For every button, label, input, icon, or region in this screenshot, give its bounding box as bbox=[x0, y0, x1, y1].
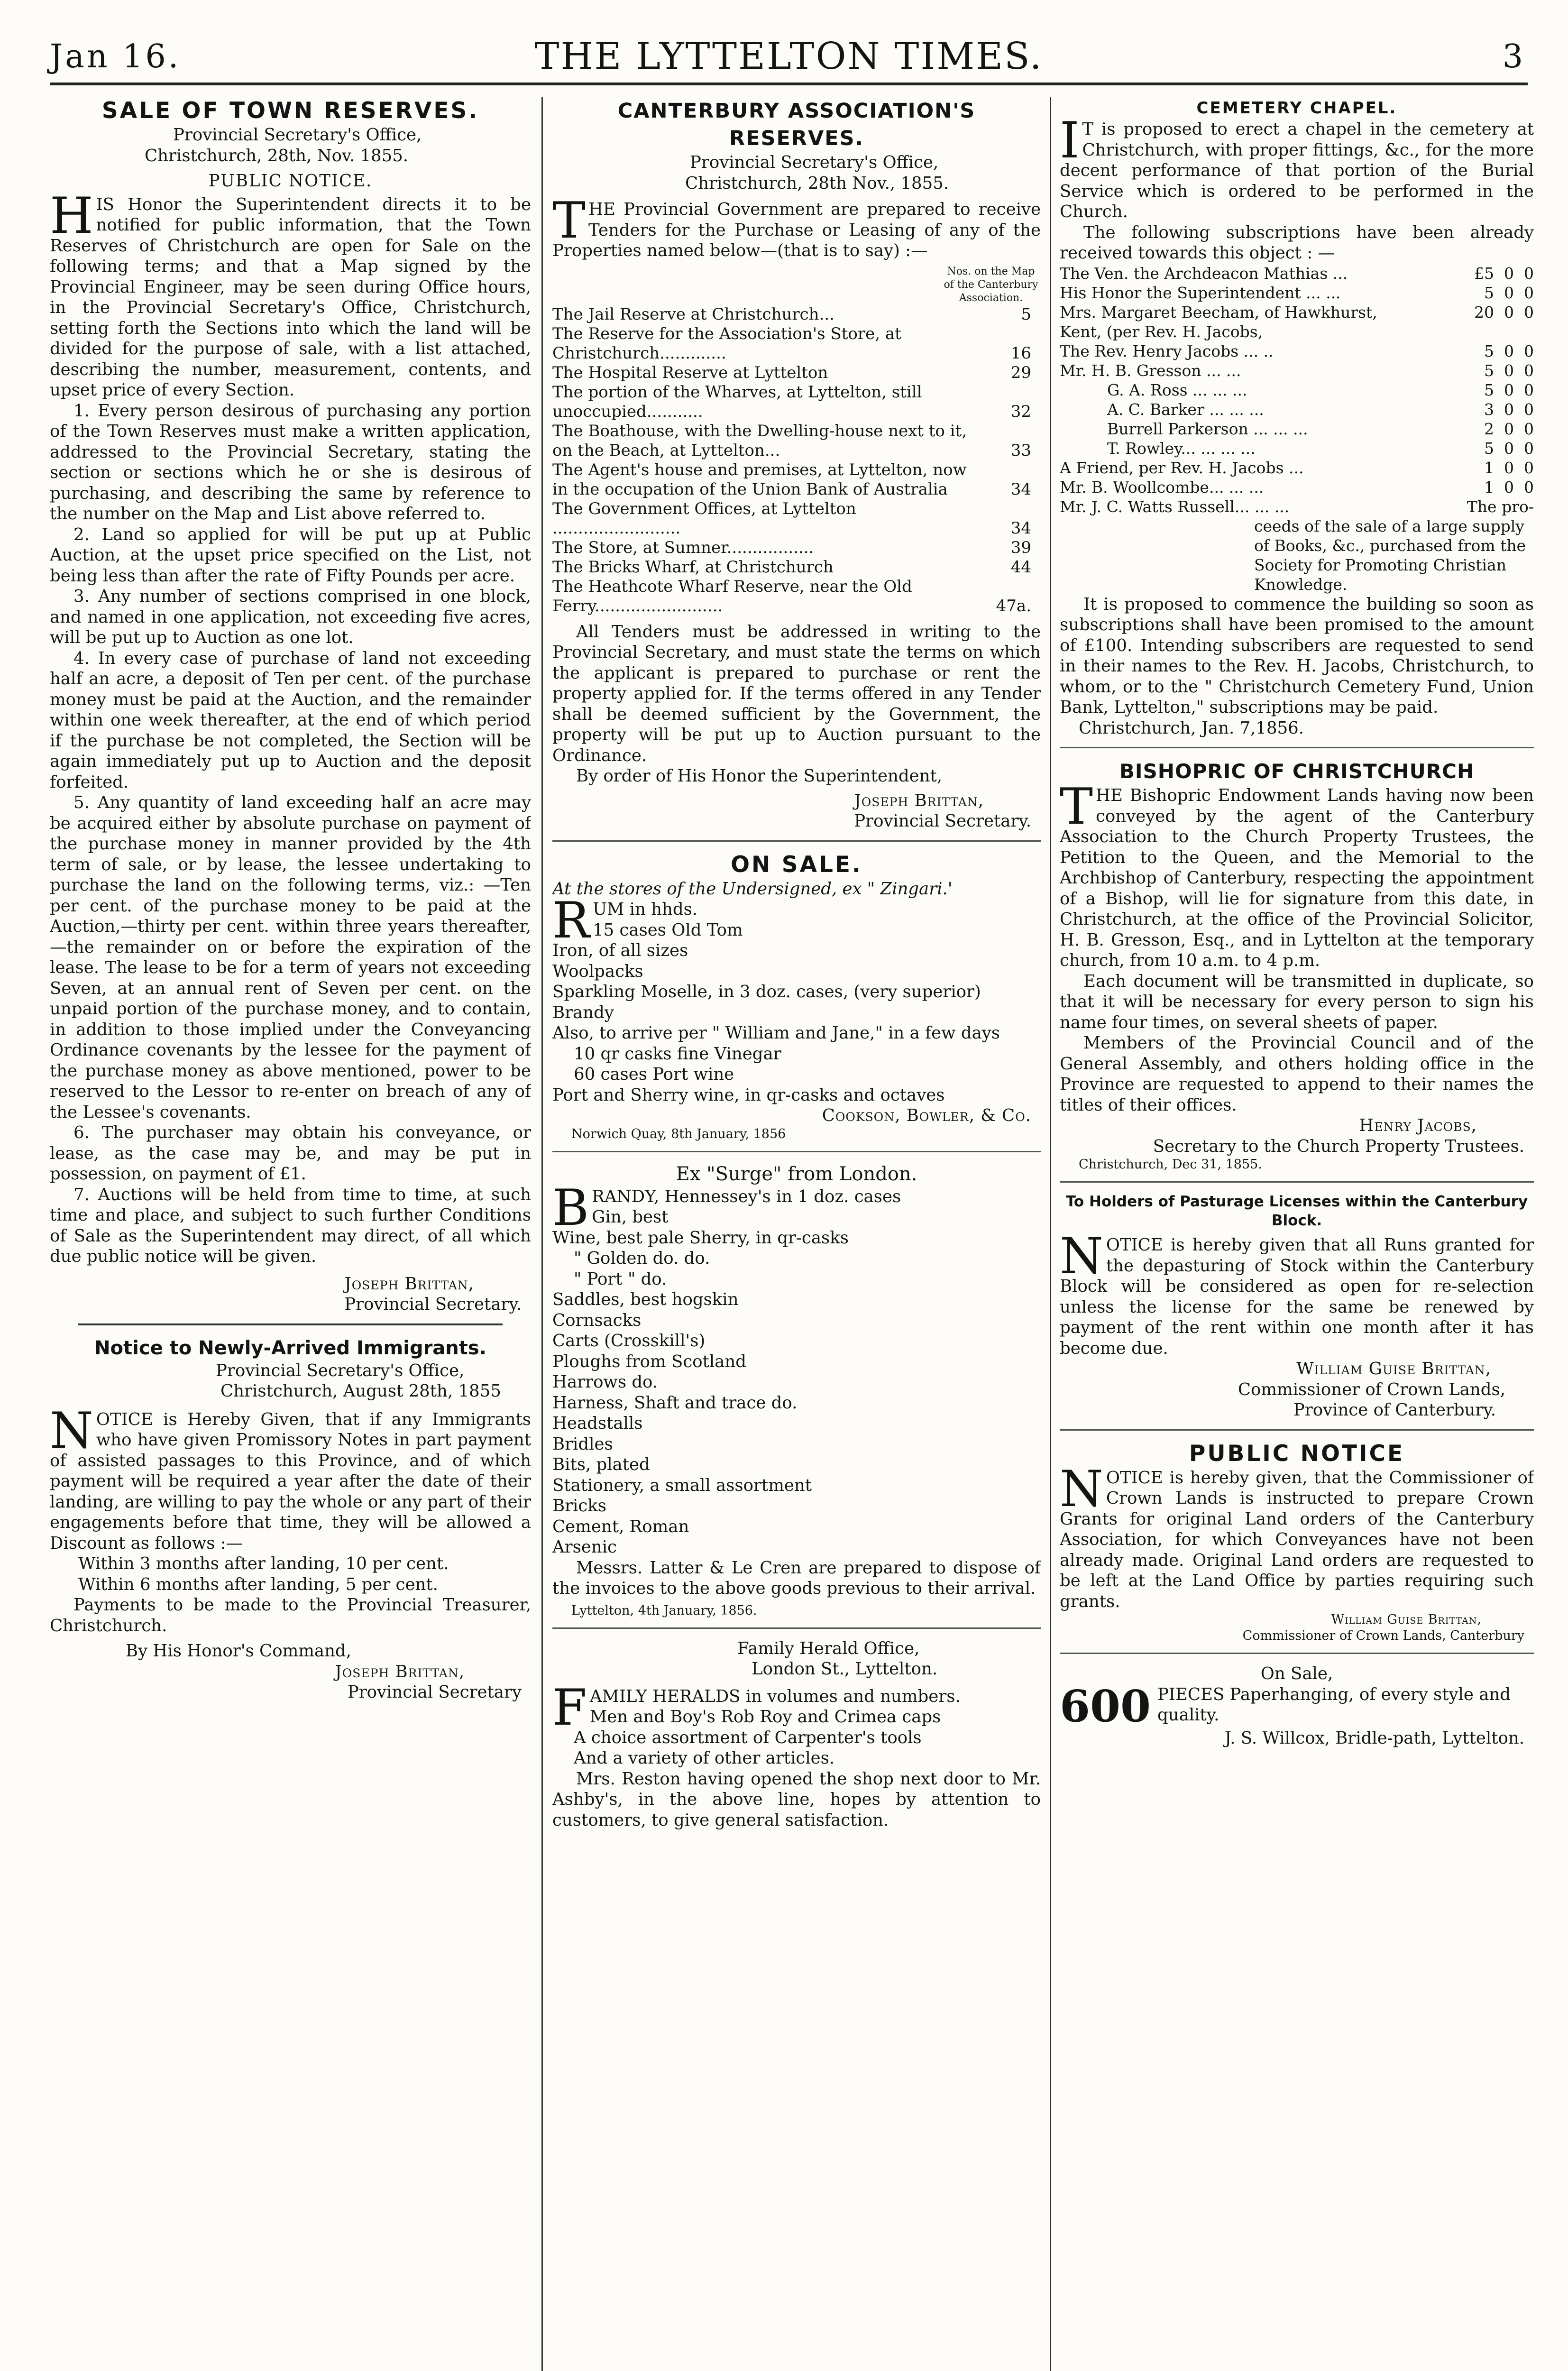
column-3 bbox=[1060, 97, 1534, 2371]
family-body-1: FAMILY HERALDS in volumes and numbers. bbox=[552, 1678, 961, 1737]
amount: 2 0 0 bbox=[1484, 419, 1534, 438]
bishopric-signature-name: Henry Jacobs, bbox=[1359, 1116, 1477, 1135]
chapel-body: It is proposed to commence the building so soon as subscriptions shall have been promised to the amount of £100. Intending subscribers are requested to send in their names to the Rev. H. Jacobs, Christchurch, to whom, or to the " Christchurch Cemetery Fund, Union Bank, Lyttelton," subscriptions may be paid. bbox=[1060, 594, 1534, 717]
property-number: 32 bbox=[1010, 402, 1031, 421]
amount: 5 0 0 bbox=[1484, 361, 1534, 380]
canterbury-order: By order of His Honor the Superintendent, bbox=[576, 766, 943, 786]
property-number: 5 bbox=[1021, 304, 1031, 324]
on-sale-zingari bbox=[552, 851, 1041, 1142]
on-sale-subtitle: At the stores of the Undersigned, ex " Zingari.' bbox=[552, 879, 953, 899]
immigrants-notice bbox=[50, 1336, 531, 1703]
town-item: 4. In every case of purchase of land not exceeding half an acre, a deposit of Ten per cent. of the purchase money must be paid at the Auction, and the remainder within one week thereafter, at the end of which period if the purchase be not completed, the Section will be again immediately put up to Auction and the deposit forfeited. bbox=[50, 648, 531, 792]
list-item: Harness, Shaft and trace do. bbox=[552, 1393, 798, 1413]
table-row bbox=[552, 422, 1041, 460]
list-item: Carts (Crosskill's) bbox=[552, 1331, 706, 1351]
table-row bbox=[552, 305, 1041, 324]
list-item: Gin, best bbox=[592, 1207, 669, 1227]
on-sale-date: Norwich Quay, 8th January, 1856 bbox=[571, 1126, 786, 1141]
subscriber: His Honor the Superintendent ... ... bbox=[1060, 283, 1341, 302]
paperhanging-quantity: 600 bbox=[1060, 1684, 1151, 1728]
list-item: Headstalls bbox=[552, 1414, 643, 1433]
table-row bbox=[552, 558, 1041, 577]
list-item: Bridles bbox=[552, 1434, 613, 1454]
list-item: Bricks bbox=[552, 1496, 607, 1516]
subscriber: The Ven. the Archdeacon Mathias ... bbox=[1060, 264, 1348, 283]
list-item: Cornsacks bbox=[552, 1310, 642, 1330]
table-row bbox=[552, 538, 1041, 558]
family-herald-notice bbox=[552, 1638, 1041, 1831]
town-signature-title: Provincial Secretary. bbox=[344, 1295, 522, 1314]
cemetery-chapel-notice bbox=[1060, 97, 1534, 738]
property-number: 29 bbox=[1010, 363, 1031, 382]
property-name: The Store, at Sumner................. bbox=[552, 538, 814, 557]
town-place: Christchurch, 28th, Nov. 1855. bbox=[145, 146, 409, 165]
canterbury-reserves-notice bbox=[552, 97, 1041, 832]
immigrants-office: Provincial Secretary's Office, bbox=[216, 1360, 465, 1380]
town-item: 6. The purchaser may obtain his conveyance, or lease, as the case may be, and may be put in possession, on payment of £1. bbox=[50, 1123, 531, 1184]
table-row bbox=[552, 460, 1041, 499]
divider bbox=[552, 1151, 1041, 1152]
list-item: Arsenic bbox=[552, 1537, 617, 1557]
chapel-proceeds: ceeds of the sale of a large supply of Books, &c., purchased from the Society for Promoting Christian Knowledge. bbox=[1254, 516, 1526, 594]
property-number: 34 bbox=[1010, 518, 1031, 538]
bishopric-heading: BISHOPRIC OF CHRISTCHURCH bbox=[1119, 760, 1475, 783]
property-number: 16 bbox=[1010, 343, 1031, 363]
canterbury-tenders: All Tenders must be addressed in writing to the Provincial Secretary, and must state the terms on which the applicant is prepared to purchase or rent the property applied for. If the terms offered in any Tender shall be deemed sufficient by the Government, the property will be put up to Auction pursuant to the Ordinance. bbox=[552, 622, 1041, 765]
list-item: Also, to arrive per " William and Jane," in a few days bbox=[552, 1023, 1000, 1043]
masthead-title: THE LYTTELTON TIMES. bbox=[534, 35, 1043, 78]
on-sale-firm: Cookson, Bowler, & Co. bbox=[822, 1106, 1031, 1125]
subscription-row bbox=[1060, 419, 1534, 439]
subscription-row bbox=[1060, 497, 1534, 516]
subscription-row bbox=[1060, 264, 1534, 283]
paperhanging-body bbox=[1060, 1684, 1534, 1728]
town-signature-name: Joseph Brittan, bbox=[344, 1274, 474, 1294]
table-row bbox=[552, 499, 1041, 538]
list-item: Harrows do. bbox=[552, 1372, 658, 1392]
divider bbox=[1060, 1181, 1534, 1183]
amount: 20 0 0 bbox=[1474, 303, 1534, 322]
subscription-row bbox=[1060, 380, 1534, 400]
list-item: Sparkling Moselle, in 3 doz. cases, (very superior) bbox=[552, 982, 981, 1002]
subscription-row bbox=[1060, 478, 1534, 497]
pasturage-signature-title: Commissioner of Crown Lands, bbox=[1238, 1379, 1505, 1399]
bishopric-date: Christchurch, Dec 31, 1855. bbox=[1079, 1157, 1262, 1172]
subscriptions-list bbox=[1060, 264, 1534, 594]
subscriber: Burrell Parkerson ... ... ... bbox=[1107, 419, 1308, 438]
bishopric-signature-title: Secretary to the Church Property Trustees. bbox=[1153, 1136, 1524, 1156]
paperhanging-signature: J. S. Willcox, Bridle-path, Lyttelton. bbox=[1224, 1728, 1524, 1748]
chapel-intro: IT is proposed to erect a chapel in the cemetery at Christchurch, with proper fittings, &c., for the more decent performance of that portion of the Burial Service which is ordered to be performed in the Church. bbox=[1060, 111, 1534, 221]
column-2 bbox=[552, 97, 1041, 2371]
subscriber: Mrs. Margaret Beecham, of Hawkhurst, Kent, (per Rev. H. Jacobs, bbox=[1060, 303, 1377, 341]
amount: 1 0 0 bbox=[1484, 458, 1534, 477]
on-sale-list bbox=[552, 891, 1041, 1105]
page-number: 3 bbox=[1502, 38, 1523, 75]
chapel-subscriptions-intro: The following subscriptions have been already received towards this object : — bbox=[1060, 222, 1534, 263]
immigrants-discount-1: Within 3 months after landing, 10 per cent. bbox=[78, 1554, 449, 1573]
amount: 1 0 0 bbox=[1484, 478, 1534, 496]
canterbury-place: Christchurch, 28th Nov., 1855. bbox=[685, 173, 949, 193]
canterbury-column-head: Nos. on the Map of the Canterbury Association. bbox=[944, 265, 1038, 304]
subscriber: T. Rowley... ... ... ... bbox=[1107, 439, 1256, 458]
chapel-date: Christchurch, Jan. 7,1856. bbox=[1079, 718, 1304, 738]
canterbury-properties-table bbox=[552, 305, 1041, 616]
list-item: Bits, plated bbox=[552, 1455, 650, 1474]
on-sale-heading: ON SALE. bbox=[731, 851, 862, 878]
subscription-row bbox=[1060, 283, 1534, 303]
property-number: 39 bbox=[1010, 538, 1031, 557]
subscriber: A Friend, per Rev. H. Jacobs ... bbox=[1060, 458, 1304, 477]
divider bbox=[552, 840, 1041, 842]
family-office: Family Herald Office, bbox=[737, 1638, 920, 1658]
town-office: Provincial Secretary's Office, bbox=[173, 125, 422, 145]
amount: 5 0 0 bbox=[1484, 283, 1534, 302]
paperhanging-sale bbox=[1060, 1663, 1534, 1748]
subscriber: The Rev. Henry Jacobs ... .. bbox=[1060, 341, 1274, 360]
town-intro: HIS Honor the Superintendent directs it to be notified for public information, that the Town Reserves of Christchurch are open for Sale on the following terms; and that a Map signed by the Provincial Engineer, may be seen during Office hours, in the Provincial Secretary's Office, Christchurch, setting forth the Sections into which the land will be divided for the purpose of sale, with a list attached, describing the number, measurement, contents, and upset price of every Section. bbox=[50, 186, 531, 400]
subscriber: Mr. J. C. Watts Russell... ... ... bbox=[1060, 497, 1290, 516]
divider bbox=[1060, 747, 1534, 748]
surge-date: Lyttelton, 4th January, 1856. bbox=[571, 1603, 757, 1618]
family-body-2: Mrs. Reston having opened the shop next door to Mr. Ashby's, in the above line, hopes by attention to customers, to give general satisfaction. bbox=[552, 1769, 1041, 1830]
subscriber: Mr. B. Woollcombe... ... ... bbox=[1060, 478, 1264, 496]
property-name: The Heathcote Wharf Reserve, near the Old Ferry......................... bbox=[552, 577, 912, 616]
divider bbox=[552, 1627, 1041, 1629]
property-number: 44 bbox=[1010, 557, 1031, 577]
family-line-1: Men and Boy's Rob Roy and Crimea caps bbox=[589, 1707, 941, 1727]
masthead bbox=[50, 19, 1528, 85]
property-name: The Boathouse, with the Dwelling-house next to it, on the Beach, at Lyttelton... bbox=[552, 421, 967, 460]
paperhanging-text: PIECES Paperhanging, of every style and quality. bbox=[1157, 1684, 1511, 1725]
list-item: 60 cases Port wine bbox=[574, 1065, 734, 1084]
immigrants-signature-title: Provincial Secretary bbox=[347, 1682, 522, 1702]
subscription-row bbox=[1060, 458, 1534, 478]
list-item: 15 cases Old Tom bbox=[593, 920, 743, 940]
property-name: The Bricks Wharf, at Christchurch bbox=[552, 557, 834, 577]
surge-heading: Ex "Surge" from London. bbox=[676, 1163, 917, 1185]
immigrants-discount-2: Within 6 months after landing, 5 per cent. bbox=[78, 1574, 438, 1594]
subscription-row bbox=[1060, 400, 1534, 419]
pasturage-notice bbox=[1060, 1192, 1534, 1421]
list-item: Saddles, best hogskin bbox=[552, 1290, 739, 1309]
public-signature-title: Commissioner of Crown Lands, Canterbury bbox=[1242, 1628, 1524, 1643]
amount: 3 0 0 bbox=[1484, 400, 1534, 419]
canterbury-heading: CANTERBURY ASSOCIATION'S RESERVES. bbox=[617, 99, 976, 150]
list-item: BRANDY, Hennessey's in 1 doz. cases bbox=[552, 1178, 901, 1237]
bishopric-body-3: Members of the Provincial Council and of the General Assembly, and others holding office in the Province are requested to append to their names the titles of their offices. bbox=[1060, 1033, 1534, 1115]
canterbury-signature-title: Provincial Secretary. bbox=[854, 811, 1031, 831]
canterbury-office: Provincial Secretary's Office, bbox=[690, 153, 939, 172]
divider bbox=[78, 1323, 503, 1325]
list-item: Ploughs from Scotland bbox=[552, 1351, 746, 1371]
table-row bbox=[552, 383, 1041, 422]
town-item: 2. Land so applied for will be put up at Public Auction, at the upset price specified on the List, not being less than after the rate of Fifty Pounds per acre. bbox=[50, 524, 531, 586]
public-notice-heading: PUBLIC NOTICE bbox=[1189, 1440, 1405, 1467]
public-notice bbox=[1060, 1440, 1534, 1645]
pasturage-signature-place: Province of Canterbury. bbox=[1293, 1400, 1496, 1420]
property-number: 34 bbox=[1010, 479, 1031, 499]
paperhanging-heading: On Sale, bbox=[1260, 1664, 1333, 1683]
immigrants-heading: Notice to Newly-Arrived Immigrants. bbox=[94, 1337, 486, 1359]
subscription-row bbox=[1060, 439, 1534, 458]
amount: 5 0 0 bbox=[1484, 380, 1534, 399]
subscription-row bbox=[1060, 341, 1534, 361]
list-item: 10 qr casks fine Vinegar bbox=[574, 1044, 781, 1064]
chapel-heading: CEMETERY CHAPEL. bbox=[1196, 99, 1397, 118]
column-rule-1 bbox=[541, 97, 543, 2371]
table-row bbox=[552, 324, 1041, 363]
property-name: The Hospital Reserve at Lyttelton bbox=[552, 363, 828, 382]
list-item: " Golden do. do. bbox=[574, 1249, 710, 1268]
surge-notice bbox=[552, 1162, 1041, 1619]
family-line-2: A choice assortment of Carpenter's tools bbox=[574, 1728, 922, 1747]
amount: £5 0 0 bbox=[1474, 264, 1534, 283]
subscription-row bbox=[1060, 361, 1534, 380]
canterbury-intro: THE Provincial Government are prepared to receive Tenders for the Purchase or Leasing of any of the Properties named below—(that is to say) :— bbox=[552, 192, 1041, 260]
list-item: RUM in hhds. bbox=[552, 891, 698, 949]
immigrants-place: Christchurch, August 28th, 1855 bbox=[220, 1381, 501, 1401]
list-item: Stationery, a small assortment bbox=[552, 1475, 812, 1495]
list-item: Wine, best pale Sherry, in qr-casks bbox=[552, 1228, 849, 1248]
masthead-date: Jan 16. bbox=[50, 38, 181, 75]
column-rule-2 bbox=[1050, 97, 1051, 2371]
public-notice-body: NOTICE is hereby given, that the Commissioner of Crown Lands is instructed to prepare Crown Grants for original Land orders of the Canterbury Association, for which Conveyances have not been already made. Original Land orders are requested to be left at the Land Office by parties requiring such grants. bbox=[1060, 1460, 1534, 1611]
property-number: 33 bbox=[1010, 441, 1031, 460]
property-number: 47a. bbox=[996, 596, 1031, 616]
immigrants-command: By His Honor's Command, bbox=[126, 1641, 351, 1661]
table-row bbox=[552, 363, 1041, 383]
amount: 5 0 0 bbox=[1484, 439, 1534, 458]
property-name: The Government Offices, at Lyttelton ......................... bbox=[552, 499, 856, 538]
town-public-notice: PUBLIC NOTICE. bbox=[208, 171, 373, 191]
bishopric-body-2: Each document will be transmitted in duplicate, so that it will be necessary for every person to sign his name four times, on several sheets of paper. bbox=[1060, 971, 1534, 1032]
divider bbox=[1060, 1429, 1534, 1431]
town-reserves-notice bbox=[50, 97, 531, 1315]
list-item: Port and Sherry wine, in qr-casks and octaves bbox=[552, 1085, 945, 1105]
pasturage-signature-name: William Guise Brittan, bbox=[1296, 1359, 1491, 1378]
divider bbox=[1060, 1653, 1534, 1654]
bishopric-notice bbox=[1060, 758, 1534, 1173]
town-item: 7. Auctions will be held from time to time, at such time and place, and subject to such further Conditions of Sale as the Superintendent may direct, of all which due public notice will be given. bbox=[50, 1185, 531, 1266]
table-row bbox=[552, 577, 1041, 616]
list-item: Brandy bbox=[552, 1002, 614, 1022]
immigrants-body: NOTICE is Hereby Given, that if any Immigrants who have given Promissory Notes in part payment of assisted passages to this Province, and of which payment will be required a year after the date of their landing, are willing to pay the whole or any part of their engagements before that time, they will be allowed a Discount as follows :— bbox=[50, 1401, 531, 1553]
pasturage-body: NOTICE is hereby given that all Runs granted for the depasturing of Stock within the Canterbury Block will be considered as open for re-selection unless the license for the same be renewed by payment of the rent within one month after it has become due. bbox=[1060, 1227, 1534, 1358]
immigrants-signature-name: Joseph Brittan, bbox=[335, 1662, 465, 1682]
property-name: The portion of the Wharves, at Lyttelton, still unoccupied........... bbox=[552, 382, 922, 421]
amount: 5 0 0 bbox=[1484, 341, 1534, 360]
surge-list bbox=[552, 1178, 1041, 1558]
property-name: The Reserve for the Association's Store, at Christchurch............. bbox=[552, 324, 901, 363]
family-place: London St., Lyttelton. bbox=[752, 1659, 938, 1679]
subscriber: G. A. Ross ... ... ... bbox=[1107, 380, 1247, 399]
property-name: The Agent's house and premises, at Lyttelton, now in the occupation of the Union Bank of Australia bbox=[552, 460, 967, 499]
property-name: The Jail Reserve at Christchurch... bbox=[552, 304, 834, 324]
town-item: 5. Any quantity of land exceeding half an acre may be acquired either by absolute purchase on payment of the purchase money in manner provided by the 4th term of sale, or by lease, the lessee undertaking to purchase the land on the following terms, viz.: —Ten per cent. of the purchase money to be paid at the Auction,—thirty per cent. within three years thereafter,—the remainder on or before the expiration of the lease. The lease to be for a term of years not exceeding Seven, at an annual rent of Seven per cent. on the unpaid portion of the purchase money, and to contain, in addition to those implied under the Conveyancing Ordinance covenants by the lessee for the payment of the purchase money as above mentioned, power to be reserved to the Lessor to re-enter on breach of any of the Lessee's covenants. bbox=[50, 793, 531, 1122]
town-reserves-heading: SALE OF TOWN RESERVES. bbox=[101, 98, 479, 124]
town-item: 3. Any number of sections comprised in one block, and named in one application, not exceeding five acres, will be put up to Auction as one lot. bbox=[50, 587, 531, 647]
column-1 bbox=[50, 97, 531, 2371]
surge-note: Messrs. Latter & Le Cren are prepared to dispose of the invoices to the above goods previous to their arrival. bbox=[552, 1558, 1041, 1598]
amount: The pro- bbox=[1467, 497, 1534, 516]
subscriber: A. C. Barker ... ... ... bbox=[1107, 400, 1264, 419]
family-line-3: And a variety of other articles. bbox=[574, 1748, 835, 1768]
bishopric-body-1: THE Bishopric Endowment Lands having now been conveyed by the agent of the Canterbury Association to the Church Property Trustees, the Petition to the Queen, and the Memorial to the Archbishop of Canterbury, respecting the appointment of a Bishop, will lie for signature from this date, in Christchurch, at the office of the Provincial Solicitor, H. B. Gresson, Esq., and in Lyttelton at the temporary church, from 10 a.m. to 4 p.m. bbox=[1060, 778, 1534, 970]
subscription-row bbox=[1060, 303, 1534, 341]
pasturage-heading: To Holders of Pasturage Licenses within the Canterbury Block. bbox=[1065, 1193, 1528, 1229]
immigrants-payments: Payments to be made to the Provincial Treasurer, Christchurch. bbox=[50, 1595, 531, 1636]
list-item: " Port " do. bbox=[574, 1269, 667, 1289]
list-item: Cement, Roman bbox=[552, 1516, 689, 1536]
public-signature-name: William Guise Brittan, bbox=[1331, 1612, 1482, 1627]
list-item: Iron, of all sizes bbox=[552, 941, 688, 960]
town-item: 1. Every person desirous of purchasing any portion of the Town Reserves must make a written application, addressed to the Provincial Secretary, stating the section or sections which he or she is desirous of purchasing, and describing the same by reference to the number on the Map and List above referred to. bbox=[50, 401, 531, 524]
canterbury-signature-name: Joseph Brittan, bbox=[854, 790, 984, 810]
subscriber: Mr. H. B. Gresson ... ... bbox=[1060, 361, 1241, 380]
list-item: Woolpacks bbox=[552, 961, 643, 981]
